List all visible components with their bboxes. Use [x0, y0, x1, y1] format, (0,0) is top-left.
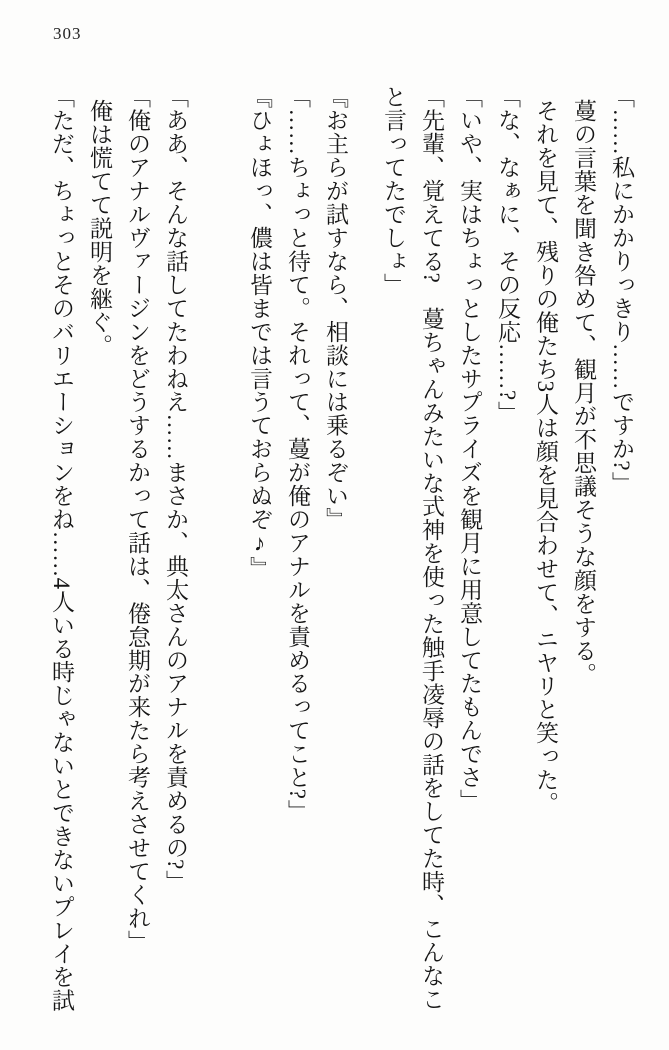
text-line: 『ひょほっ、儂は皆までは言うておらぬぞ♪』 [247, 85, 272, 580]
text-line: 俺は慌てて説明を継ぐ。 [87, 98, 112, 357]
text-line: 「いや、実はちょっとしたサプライズを観月に用意してたもんでさ」 [457, 85, 482, 813]
text-line: 「ただ、ちょっとそのバリエーションをね……4人いる時じゃないとできないプレイを試 [49, 85, 74, 1012]
text-line: 蔓の言葉を聞き咎めて、観月が不思議そうな顔をする。 [571, 98, 596, 686]
novel-text-block [42, 85, 640, 1035]
page-number: 303 [53, 24, 82, 43]
text-line: 「……ちょっと待て。それって、蔓が俺のアナルを責めるってこと?」 [285, 85, 310, 823]
text-line: 「……私にかかりっきり……ですか?」 [609, 85, 634, 495]
text-line: 「先輩、覚えてる? 蔓ちゃんみたいな式神を使った触手凌辱の話をしてた時、こんなこ [419, 85, 444, 1011]
text-line: 「ああ、そんな話してたわねえ……まさか、典太さんのアナルを責めるの?」 [163, 85, 188, 894]
text-line: 「な、なぁに、その反応……?」 [495, 85, 520, 425]
text-line: 『お主らが試すなら、相談には乗るぞい』 [323, 85, 348, 531]
text-line: と言ってたでしょ」 [381, 85, 406, 297]
text-line: 「俺のアナルヴァージンをどうするかって話は、倦怠期が来たら考えさせてくれ」 [125, 85, 150, 954]
text-line: それを見て、残りの俺たち3人は顔を見合わせて、ニヤリと笑った。 [533, 98, 558, 815]
